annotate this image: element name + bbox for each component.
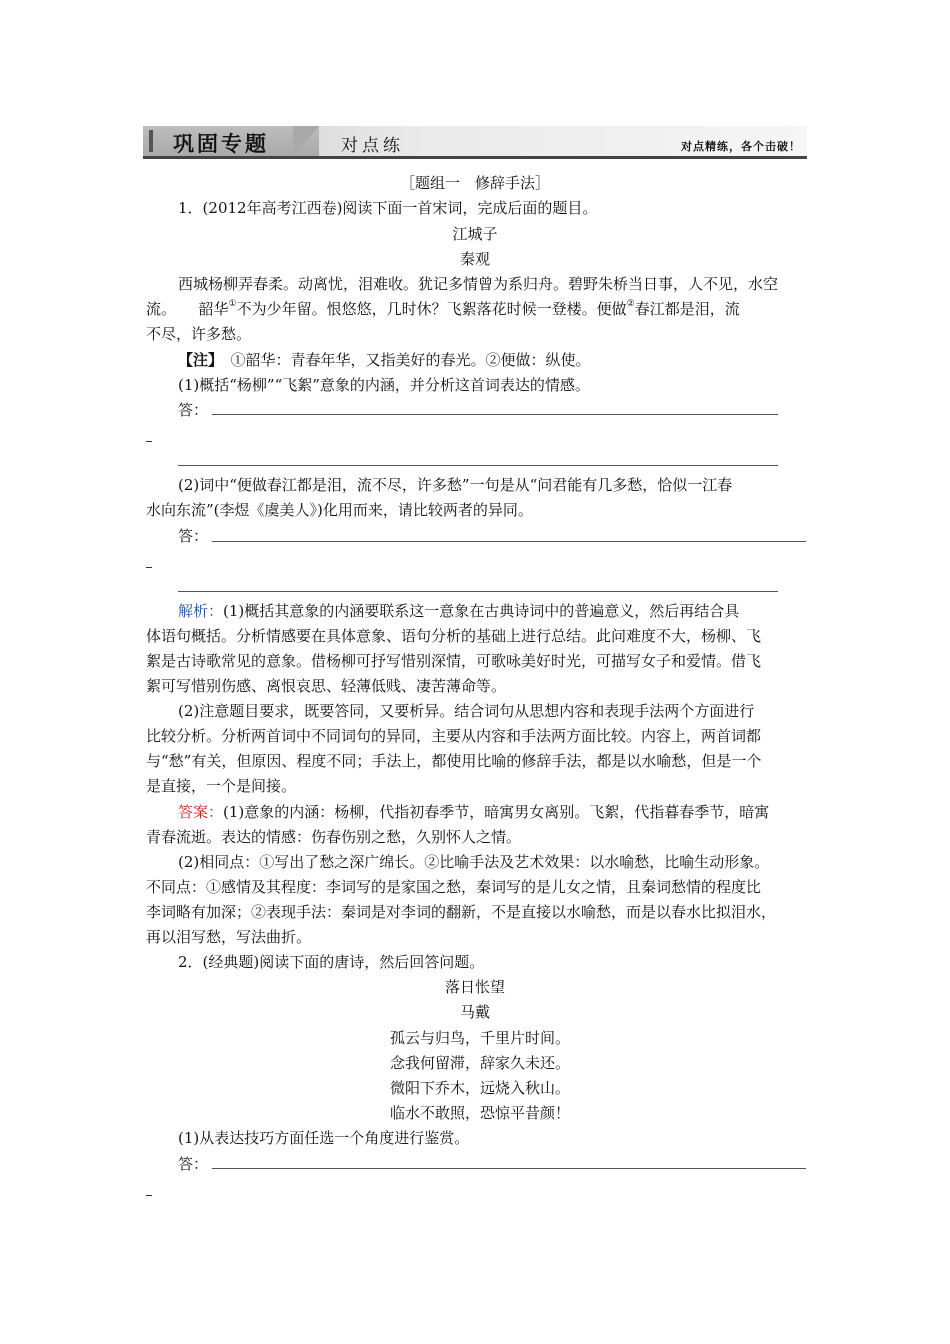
poem-2-title: 落日怅望 (444, 978, 505, 996)
key-line: 再以泪写愁，写法曲折。 (146, 928, 312, 946)
answer-line[interactable] (212, 1168, 806, 1169)
answer-line[interactable] (212, 414, 778, 415)
annotation-note (178, 351, 591, 369)
answer-line[interactable] (178, 465, 778, 466)
sub-question-2: (2)词中“便做春江都是泪，流不尽，许多愁”一句是从“问君能有几多愁，恰似一江春 (178, 476, 733, 494)
sub-question-2-cont: 水向东流”(李煜《虞美人》)化用而来，请比较两者的异同。 (146, 501, 533, 519)
answer-line-stub (146, 441, 152, 442)
analysis-line: 体语句概括。分析情感要在具体意象、语句分析的基础上进行总结。此问难度不大，杨柳、飞 (146, 627, 762, 645)
analysis-line: 比较分析。分析两首词中不同词句的异同，主要从内容和手法两方面比较。内容上，两首词都 (146, 727, 762, 745)
answer-label: 答： (178, 401, 209, 419)
poem-1-author: 秦观 (459, 250, 490, 268)
answer-line-stub (146, 1195, 152, 1196)
poem-2-author: 马戴 (459, 1003, 490, 1021)
key-line: 答案：(1)意象的内涵：杨柳，代指初春季节，暗寓男女离别。飞絮，代指暮春季节，暗寓 (178, 803, 770, 821)
sub-question-1: (1)从表达技巧方面任选一个角度进行鉴赏。 (178, 1129, 470, 1147)
key-label: 答案： (178, 803, 224, 821)
key-line: 青春流逝。表达的情感：伤春伤别之愁，久别怀人之情。 (146, 828, 522, 846)
answer-label: 答： (178, 527, 209, 545)
analysis-line: 解析：(1)概括其意象的内涵要联系这一意象在古典诗词中的普遍意义，然后再结合具 (178, 602, 740, 620)
poem-1-line: 不尽，许多愁。 (146, 325, 252, 343)
key-line: 不同点：①感情及其程度：李词写的是家国之愁，秦词写的是儿女之情，且秦词愁情的程度比 (146, 878, 762, 896)
poem-2-verse: 孤云与归鸟，千里片时间。 (390, 1029, 571, 1047)
section-banner (143, 126, 807, 160)
banner-notch (293, 126, 319, 156)
question-1-stem: 1．(2012年高考江西卷)阅读下面一首宋词，完成后面的题目。 (178, 199, 598, 217)
key-line: (2)相同点：①写出了愁之深广绵长。②比喻手法及艺术效果：以水喻愁，比喻生动形象。 (178, 853, 770, 871)
banner-motto: 对点精练，各个击破！ (681, 140, 801, 153)
analysis-line: 与“愁”有关，但原因、程度不同；手法上，都使用比喻的修辞手法，都是以水喻愁，但是一个 (146, 752, 762, 770)
key-line: 李词略有加深；②表现手法：秦词是对李词的翻新，不是直接以水喻愁，而是以春水比拟泪水， (146, 903, 777, 921)
group-title: ［题组一 修辞手法］ (399, 174, 550, 192)
poem-2-verse: 念我何留滞，辞家久未还。 (390, 1054, 571, 1072)
note-text: ①韶华：青春年华，又指美好的春光。②便做：纵使。 (215, 351, 591, 369)
answer-label: 答： (178, 1155, 209, 1173)
analysis-line: (2)注意题目要求，既要答同，又要析异。结合词句从思想内容和表现手法两个方面进行 (178, 702, 755, 720)
poem-2-verse: 微阳下乔木，远烧入秋山。 (390, 1079, 571, 1097)
answer-line[interactable] (178, 591, 778, 592)
question-2-stem: 2．(经典题)阅读下面的唐诗，然后回答问题。 (178, 953, 485, 971)
analysis-line: 絮可写惜别伤感、离恨哀思、轻薄低贱、凄苦薄命等。 (146, 677, 507, 695)
sub-question-1: (1)概括“杨柳”“飞絮”意象的内涵，并分析这首词表达的情感。 (178, 376, 590, 394)
banner-marker (149, 130, 153, 152)
note-label: 【注】 (178, 351, 216, 369)
poem-2-verse: 临水不敢照，恐惊平昔颜！ (390, 1104, 571, 1122)
banner-subtitle: 对点练 (341, 136, 404, 156)
banner-title: 巩固专题 (173, 132, 269, 156)
analysis-line: 絮是古诗歌常见的意象。借杨柳可抒写惜别深情，可歌咏美好时光，可描写女子和爱情。借飞 (146, 652, 762, 670)
analysis-label: 解析： (178, 602, 224, 620)
poem-1-title: 江城子 (452, 225, 498, 243)
answer-line-stub (146, 567, 152, 568)
answer-line[interactable] (212, 541, 806, 542)
poem-1-line: 流。 韶华①不为少年留。恨悠悠，几时休？飞絮落花时候一登楼。便做②春江都是泪，流 (146, 299, 740, 318)
poem-1-line: 西城杨柳弄春柔。动离忧，泪难收。犹记多情曾为系归舟。碧野朱桥当日事，人不见，水空 (178, 275, 779, 293)
analysis-line: 是直接，一个是间接。 (146, 777, 297, 795)
